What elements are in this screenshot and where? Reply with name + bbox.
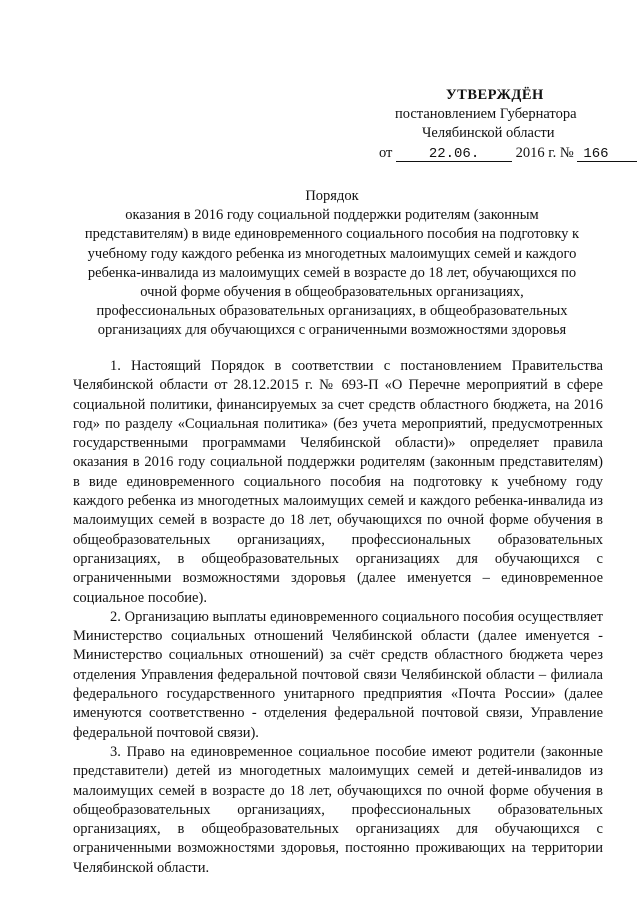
paragraph-1: 1. Настоящий Порядок в соответствии с постановлением Правительства Челябинской области от 28.12.2015 г. № 693-П «О Перечне мероприятий в сфере социальной политики, финансируемых за счет средств областного бюджета, на 2016 год» по разделу «Социальная политика» (без учета мероприятий, предусмотренных государственными программами Челябинской области)» определяет правила оказания в 2016 году социальной поддержки родителям (законным представителям) в виде единовременного социального пособия на подготовку к учебному году каждого ребенка из многодетных малоимущих семей и каждого ребенка-инвалида из малоимущих семей в возрасте до 18 лет, обучающихся по очной форме обучения в общеобразовательных организациях, профессиональных образовательных организациях, в общеобразовательных организациях для обучающихся с ограниченными возможностями здоровья (далее именуется – единовременное социальное пособие). bbox=[73, 358, 603, 606]
approval-number: 166 bbox=[577, 147, 637, 162]
approval-heading: УТВЕРЖДЁН bbox=[446, 87, 544, 103]
approval-date-prefix: от bbox=[379, 145, 393, 161]
approval-date: 22.06. bbox=[396, 147, 512, 162]
title-name: Порядок bbox=[305, 188, 359, 204]
title-line: учебному году каждого ребенка из многодетных малоимущих семей и каждого bbox=[87, 245, 577, 262]
title-line: оказания в 2016 году социальной поддержки родителям (законным bbox=[125, 207, 539, 224]
approval-year-number-label: 2016 г. № bbox=[515, 145, 574, 161]
approval-region: Челябинской области bbox=[422, 125, 555, 141]
title-line: организациях для обучающихся с ограниченными возможностями здоровья bbox=[97, 322, 567, 339]
title-line: профессиональных образовательных организациях, в общеобразовательных bbox=[96, 303, 568, 320]
paragraph-2: 2. Организацию выплаты единовременного социального пособия осуществляет Министерство социальных отношений Челябинской области (далее именуется - Министерство социальных отношений) за счёт средств областного бюджета через отделения Управления федеральной почтовой связи Челябинской области – филиала федерального государственного унитарного предприятия «Почта России» (далее именуются соответственно - отделения федеральной почтовой связи, Управление федеральной почтовой связи). bbox=[73, 608, 603, 741]
paragraph-3: 3. Право на единовременное социальное пособие имеют родители (законные представители) детей из многодетных малоимущих семей и детей-инвалидов из малоимущих семей в возрасте до 18 лет, обучающихся по очной форме обучения в общеобразовательных организациях, профессиональных образовательных организациях, в общеобразовательных организациях для обучающихся с ограниченными возможностями здоровья, постоянно проживающих на территории Челябинской области. bbox=[73, 743, 603, 876]
title-line: представителям) в виде единовременного социального пособия на подготовку к bbox=[84, 226, 580, 243]
approval-date-line bbox=[379, 144, 637, 163]
title-line: очной форме обучения в общеобразовательных организациях, bbox=[140, 284, 524, 301]
document-body bbox=[73, 357, 603, 878]
approval-authority: постановлением Губернатора bbox=[395, 106, 577, 122]
title-line: ребенка-инвалида из малоимущих семей в возрасте до 18 лет, обучающихся по bbox=[87, 264, 577, 281]
approval-stamp bbox=[0, 86, 640, 166]
document-title bbox=[60, 187, 604, 341]
